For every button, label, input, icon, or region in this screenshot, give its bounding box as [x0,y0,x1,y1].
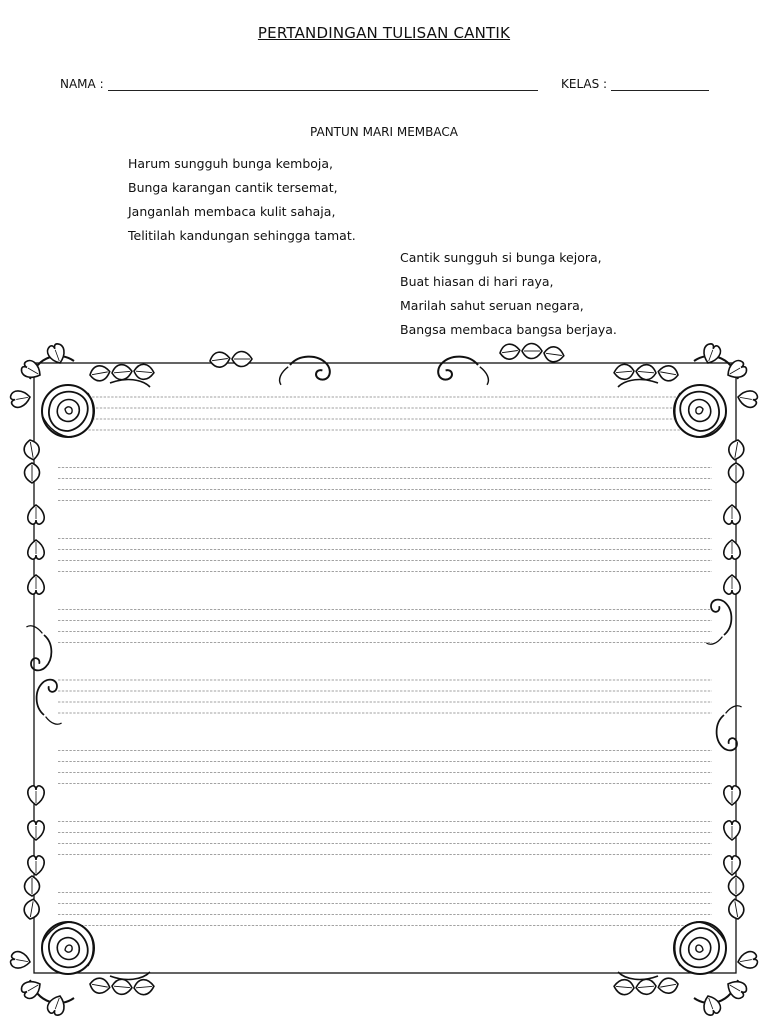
scroll-flourish-icon [717,706,742,751]
ruled-writing-lines[interactable] [58,397,712,925]
leaf-icon [28,505,44,524]
leaf-icon [28,786,44,805]
poem-line: Harum sungguh bunga kemboja, [128,156,334,171]
corner-ornament-bottom-left-icon [10,876,155,1017]
scroll-flourish-icon [438,357,488,385]
leaf-icon [232,352,252,367]
leaf-icon [28,575,44,594]
leaf-icon [724,575,740,594]
leaf-icon [543,346,565,364]
writing-area-frame [34,363,736,973]
poem-line: Marilah sahut seruan negara, [400,298,584,313]
leaf-icon [724,821,740,840]
class-label: KELAS : [561,77,608,91]
name-field [60,77,538,91]
scroll-flourish-icon [37,680,62,725]
page-title: PERTANDINGAN TULISAN CANTIK [257,24,511,42]
poem-line: Telitilah kandungan sehingga tamat. [128,228,356,243]
stanza-2 [400,246,617,342]
poem-line: Bangsa membaca bangsa berjaya. [400,322,617,337]
poem-line: Cantik sungguh si bunga kejora, [400,250,602,265]
floral-border-frame [0,335,768,1024]
leaf-icon [499,343,521,361]
leaf-icon [28,821,44,840]
leaf-icon [724,856,740,875]
poem-line: Buat hiasan di hari raya, [400,274,554,289]
scroll-flourish-icon [26,626,51,671]
poem-line: Janganlah membaca kulit sahaja, [128,204,336,219]
stanza-1 [128,152,356,248]
leaf-icon [724,786,740,805]
poem-title: PANTUN MARI MEMBACA [310,125,458,139]
leaf-icon [522,344,542,359]
name-input-line[interactable] [108,78,538,91]
leaf-icon [724,505,740,524]
leaf-icon [209,351,231,369]
poem-line: Bunga karangan cantik tersemat, [128,180,338,195]
leaf-icon [28,856,44,875]
name-label: NAMA : [60,77,104,91]
class-input-line[interactable] [611,78,709,91]
scroll-flourish-icon [280,357,330,385]
scroll-flourish-icon [706,600,731,645]
leaf-icon [28,540,44,559]
leaf-icon [724,540,740,559]
class-field [561,77,709,91]
